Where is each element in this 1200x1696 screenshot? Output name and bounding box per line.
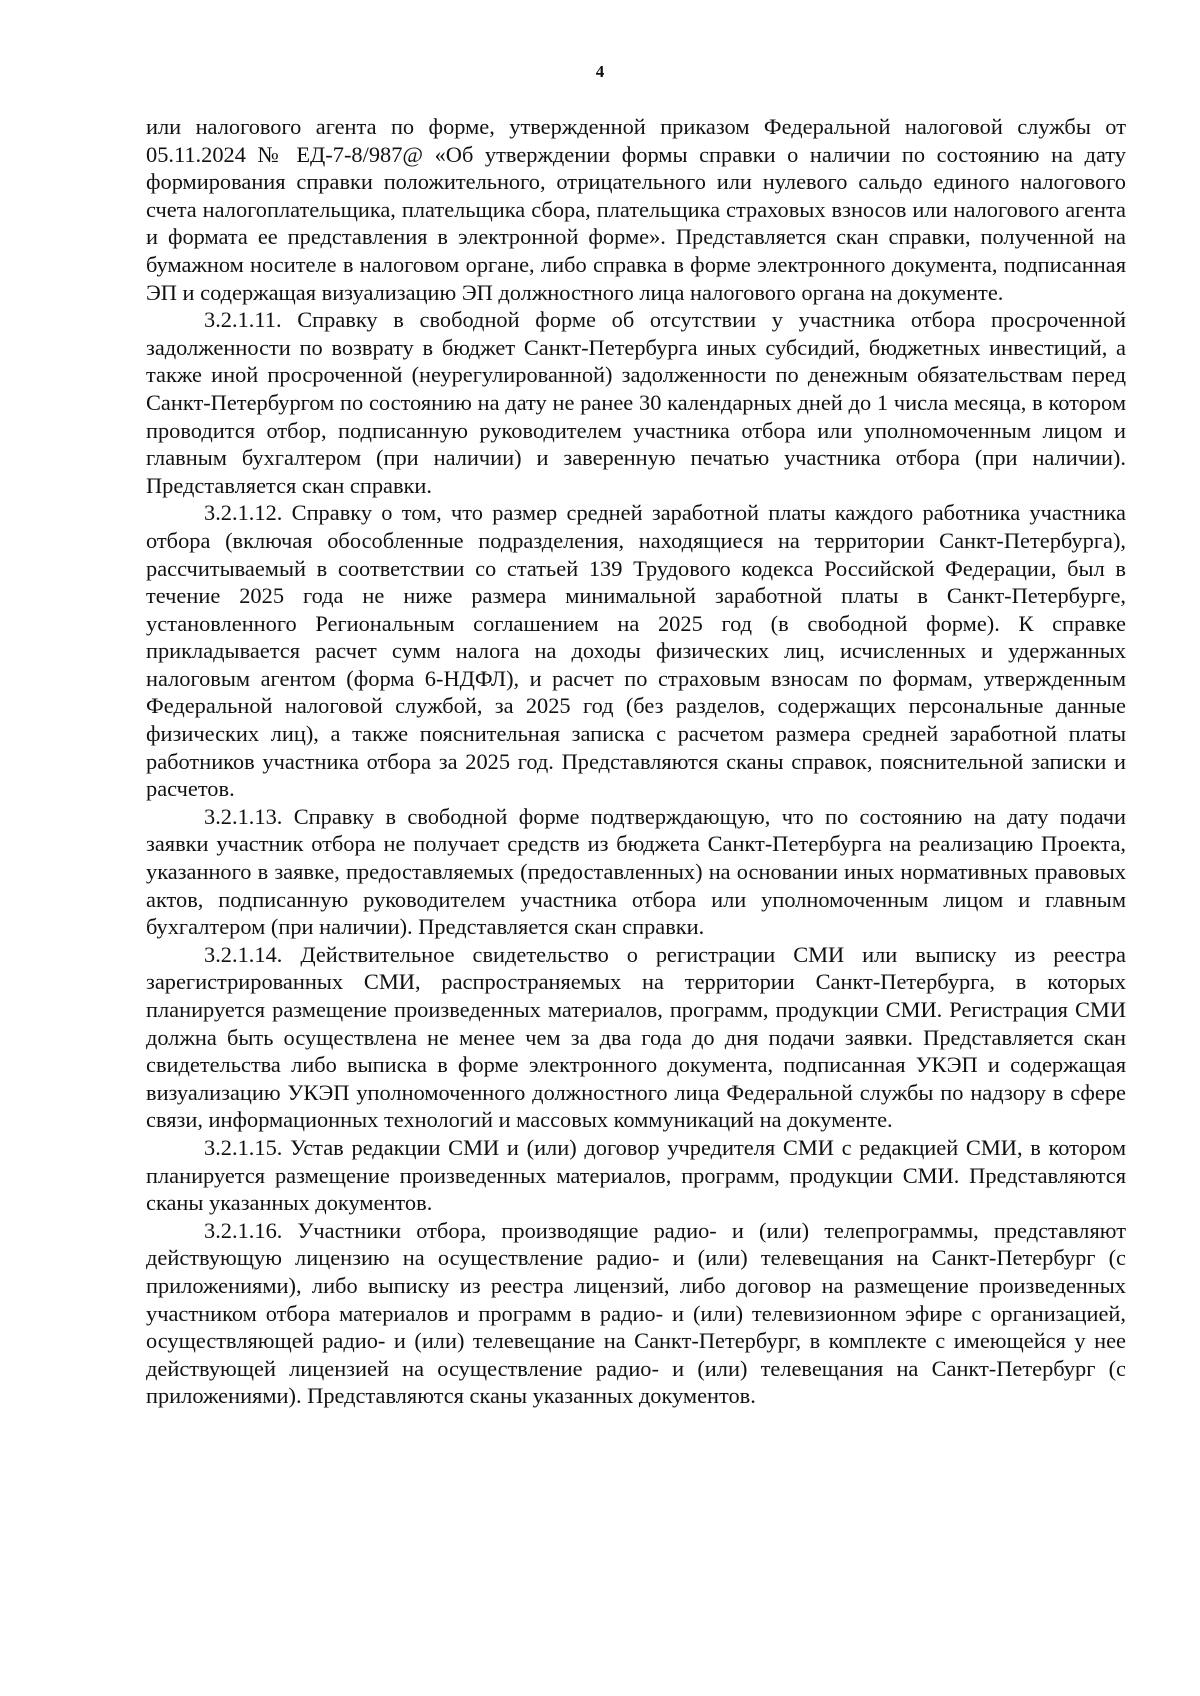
page-number: 4 [595,62,605,81]
paragraph-3-2-1-13: 3.2.1.13. Справку в свободной форме подтверждающую, что по состоянию на дату подачи заявки участник отбора не получает средств из бюджета Санкт-Петербурга на реализацию Проекта, указанного в заявке, предоставляемых (предоставленных) на основании иных нормативных правовых актов, подписанную руководителем участника отбора или уполномоченным лицом и главным бухгалтером (при наличии). Представляется скан справки. [146,803,1126,940]
paragraph-3-2-1-11: 3.2.1.11. Справку в свободной форме об отсутствии у участника отбора просроченной задолженности по возврату в бюджет Санкт-Петербурга иных субсидий, бюджетных инвестиций, а также иной просроченной (неурегулированной) задолженности по денежным обязательствам перед Санкт-Петербургом по состоянию на дату не ранее 30 календарных дней до 1 числа месяца, в котором проводится отбор, подписанную руководителем участника отбора или уполномоченным лицом и главным бухгалтером (при наличии) и заверенную печатью участника отбора (при наличии). Представляется скан справки. [146,307,1126,498]
paragraph-3-2-1-14: 3.2.1.14. Действительное свидетельство о регистрации СМИ или выписку из реестра зарегистрированных СМИ, распространяемых на территории Санкт-Петербурга, в которых планируется размещение произведенных материалов, программ, продукции СМИ. Регистрация СМИ должна быть осуществлена не менее чем за два года до дня подачи заявки. Представляется скан свидетельства либо выписка в форме электронного документа, подписанная УКЭП и содержащая визуализацию УКЭП уполномоченного должностного лица Федеральной службы по надзору в сфере связи, информационных технологий и массовых коммуникаций на документе. [146,941,1126,1133]
paragraph-3-2-1-15: 3.2.1.15. Устав редакции СМИ и (или) договор учредителя СМИ с редакцией СМИ, в котором планируется размещение произведенных материалов, программ, продукции СМИ. Представляются сканы указанных документов. [146,1134,1126,1216]
paragraph-3-2-1-12: 3.2.1.12. Справку о том, что размер средней заработной платы каждого работника участника отбора (включая обособленные подразделения, находящиеся на территории Санкт-Петербурга), рассчитываемый в соответствии со статьей 139 Трудового кодекса Российской Федерации, был в течение 2025 года не ниже размера минимальной заработной платы в Санкт-Петербурге, установленного Региональным соглашением на 2025 год (в свободной форме). К справке прикладывается расчет сумм налога на доходы физических лиц, исчисленных и удержанных налоговым агентом (форма 6-НДФЛ), и расчет по страховым взносам по формам, утвержденным Федеральной налоговой службой, за 2025 год (без разделов, содержащих персональные данные физических лиц), а также пояснительная записка с расчетом размера средней заработной платы работников участника отбора за 2025 год. Представляются сканы справок, пояснительной записки и расчетов. [146,500,1126,802]
paragraph-3-2-1-16: 3.2.1.16. Участники отбора, производящие радио- и (или) телепрограммы, представляют действующую лицензию на осуществление радио- и (или) телевещания на Санкт-Петербург (с приложениями), либо выписку из реестра лицензий, либо договор на размещение произведенных участником отбора материалов и программ в радио- и (или) телевизионном эфире с организацией, осуществляющей радио- и (или) телевещание на Санкт-Петербург, в комплекте с имеющейся у нее действующей лицензией на осуществление радио- и (или) телевещания на Санкт-Петербург (с приложениями). Представляются сканы указанных документов. [146,1217,1126,1409]
paragraph-continuation: или налогового агента по форме, утвержденной приказом Федеральной налоговой службы от 05.11.2024 № ЕД-7-8/987@ «Об утверждении формы справки о наличии по состоянию на дату формирования справки положительного, отрицательного или нулевого сальдо единого налогового счета налогоплательщика, плательщика сбора, плательщика страховых взносов или налогового агента и формата ее представления в электронной форме». Представляется скан справки, полученной на бумажном носителе в налоговом органе, либо справка в форме электронного документа, подписанная ЭП и содержащая визуализацию ЭП должностного лица налогового органа на документе. [146,114,1126,305]
document-body [146,113,1126,1410]
